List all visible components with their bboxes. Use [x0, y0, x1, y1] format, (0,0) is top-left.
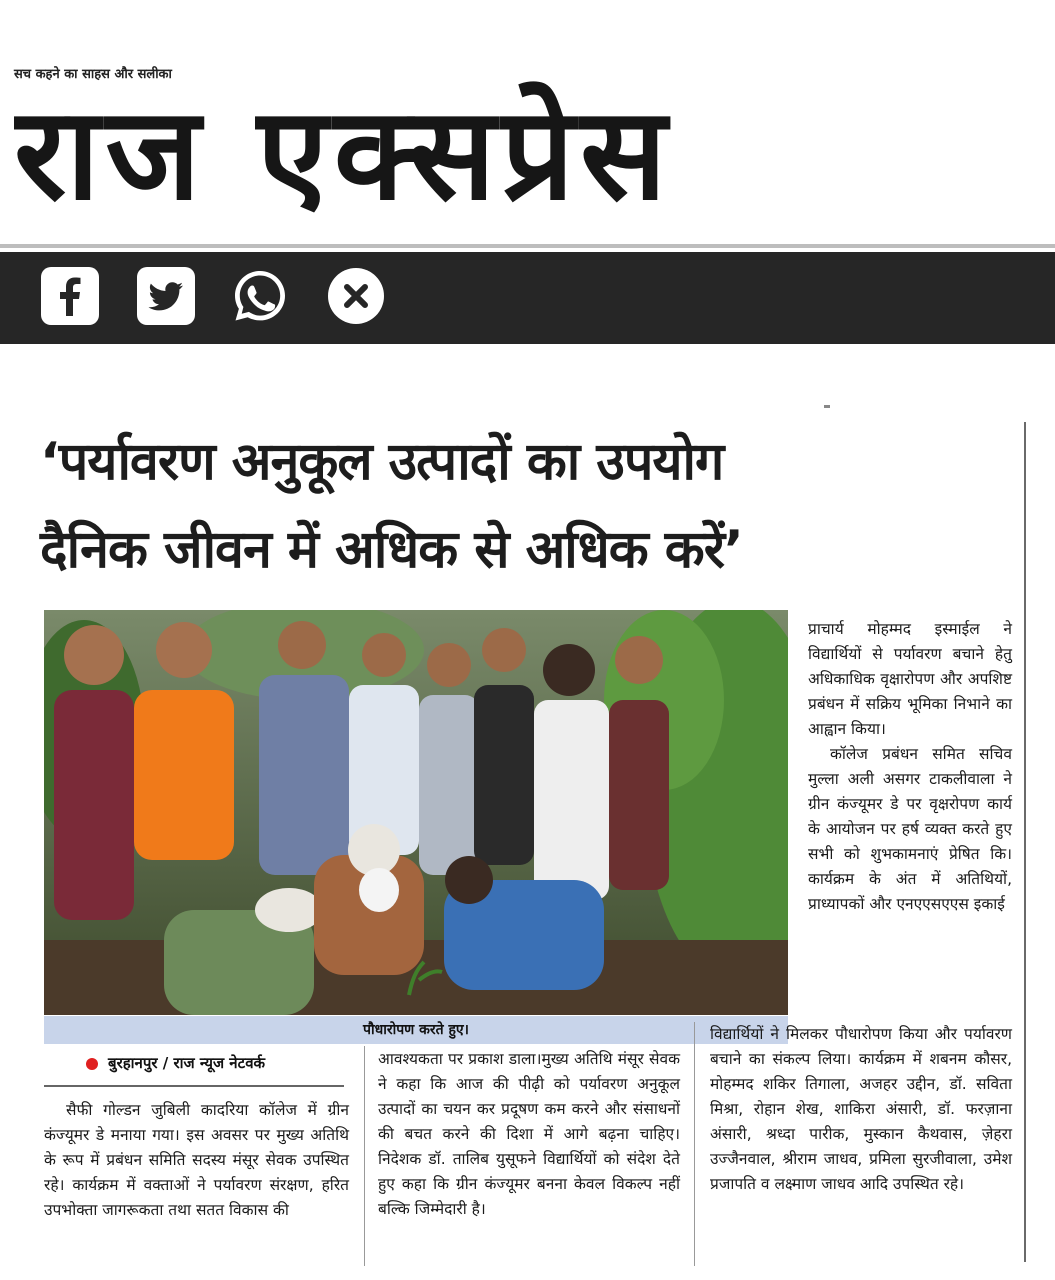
column-border — [1024, 422, 1026, 1262]
article-column-3-bottom: विद्यार्थियों ने मिलकर पौधारोपण किया और पर्यावरण बचाने का संकल्प लिया। कार्यक्रम में शबनम कौसर, मोहम्मद शकिर तिगाला, अजहर उद्दीन, डॉ. सविता मिश्रा, रोहान शेख, शाकिरा अंसारी, डॉ. फरज़ाना अंसारी, श्रध्दा पारीक, मुस्कान कैथवास, ज़ेहरा उज्जैनवाल, श्रीराम जाधव, प्रमिला सुरजीवाला, उमेश प्रजापति व लक्ष्माण जाधव आदि उपस्थित रहे। — [710, 1025, 1012, 1193]
facebook-icon[interactable] — [40, 266, 100, 326]
article-paragraph: प्राचार्य मोहम्मद इस्माईल ने विद्यार्थियों से पर्यावरण बचाने हेतु अधिकाधिक वृक्षारोपण और अपशिष्ट प्रबंधन में सक्रिय भूमिका निभाने का आह्वान किया। — [808, 620, 1012, 738]
close-icon[interactable] — [326, 266, 386, 326]
article-headline — [40, 418, 1020, 594]
decorative-dot — [824, 405, 830, 408]
article-column-3-top — [808, 617, 1012, 917]
photo-caption: पौधारोपण करते हुए। — [44, 1016, 788, 1044]
article-column-2: आवश्यकता पर प्रकाश डाला।मुख्य अतिथि मंसूर सेवक ने कहा कि आज की पीढ़ी को पर्यावरण अनुकूल उत्पादों का चयन कर प्रदूषण कम करने और संसाधनों की बचत करने की दिशा में आगे बढ़ना चाहिए। निदेशक डॉ. तालिब युसूफने विद्यार्थियों को संदेश देते हुए कहा कि ग्रीन कंज्यूमर बनना केवल विकल्प नहीं बल्कि जिम्मेदारी है। — [378, 1050, 680, 1218]
byline-bullet — [86, 1058, 98, 1070]
column-divider — [364, 1046, 365, 1266]
headline-line-1: ‘पर्यावरण अनुकूल उत्पादों का उपयोग — [40, 432, 724, 492]
newspaper-title: राज एक्सप्रेस — [14, 80, 673, 229]
article-photo — [44, 610, 788, 1015]
article-paragraph: कॉलेज प्रबंधन समित सचिव मुल्ला अली असगर टाकलीवाला ने ग्रीन कंज्यूमर डे पर वृक्षरोपण कार्य के आयोजन पर हर्ष व्यक्त करते हुए सभी को शुभकामनाएं प्रेषित कि। कार्यक्रम के अंत में अतिथियों, प्राध्यापकों और एनएएसएएस इकाई — [808, 745, 1012, 913]
whatsapp-icon[interactable] — [230, 266, 290, 326]
column-divider — [694, 1022, 695, 1266]
headline-line-2: दैनिक जीवन में अधिक से अधिक करें’ — [40, 520, 743, 580]
masthead-tagline: सच कहने का साहस और सलीका — [14, 67, 172, 82]
masthead — [0, 0, 1055, 250]
twitter-icon[interactable] — [136, 266, 196, 326]
article-column-1: सैफी गोल्डन जुबिली कादरिया कॉलेज में ग्रीन कंज्यूमर डे मनाया गया। इस अवसर पर मुख्य अतिथि के रूप में प्रबंधन समिति सदस्य मंसूर सेवक उपस्थित रहे। कार्यक्रम में वक्ताओं ने पर्यावरण संरक्षण, हरित उपभोक्ता जागरूकता तथा सतत विकास की — [44, 1101, 349, 1219]
byline: बुरहानपुर / राज न्यूज नेटवर्क — [108, 1054, 266, 1072]
share-bar — [0, 252, 1055, 344]
byline-divider — [44, 1085, 344, 1087]
masthead-divider — [0, 244, 1055, 248]
